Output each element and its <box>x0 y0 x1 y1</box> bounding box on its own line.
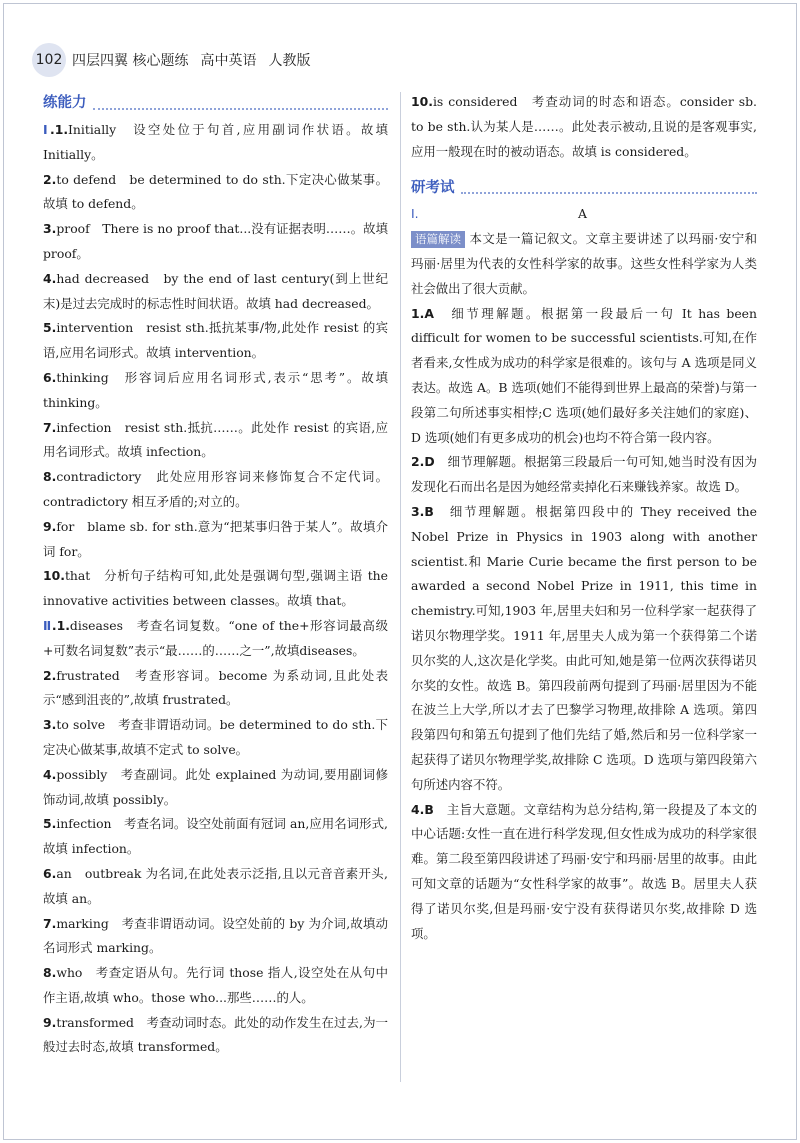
answer-item <box>43 217 388 267</box>
answer-text: 细节理解题。根据第一段最后一句 It has been difficult for women to be successful scientists.可知,在作者看来,女性成为成功的科学家是很难的。该句与 A 选项是同义表达。故选 A。B 选项(她们不能得到世界上最高的荣誉)与第一段第二句所述事实相悖;C 选项(她们最好多关注她们的家庭)、D 选项(她们有更多成功的机会)也均不符合第一段内容。 <box>411 305 757 445</box>
answer-text: Initially 设空处位于句首,应用副词作状语。故填 Initially。 <box>43 122 388 162</box>
answer-item <box>43 763 388 813</box>
answer-number: 1.A <box>411 305 434 321</box>
answer-text: proof There is no proof that...没有证据表明……。故填 proof。 <box>43 221 388 261</box>
answer-item <box>43 465 388 515</box>
answer-number: 5. <box>43 816 57 832</box>
answer-text: possibly 考查副词。此处 explained 为动词,要用副词修饰动词,故填 possibly。 <box>43 766 388 807</box>
part-roman: Ⅰ. <box>411 206 419 222</box>
answer-number: 9. <box>43 518 57 534</box>
answer-number: 3. <box>43 221 57 237</box>
answer-item <box>43 416 388 466</box>
edition-label: 人教版 <box>268 53 311 69</box>
answer-item <box>43 912 388 962</box>
answer-number: Ⅰ.1. <box>43 122 69 137</box>
reading-badge: 语篇解读 <box>411 231 465 248</box>
answer-item <box>43 267 388 317</box>
right-column <box>411 90 757 946</box>
answer-text: diseases 考查名词复数。“one of the+形容词最高级+可数名词复数”表示“最……的……之一”,故填diseases。 <box>43 617 388 658</box>
answer-text: infection 考查名词。设空处前面有冠词 an,应用名词形式,故填 infection。 <box>43 816 388 857</box>
answer-number: 7. <box>43 419 57 435</box>
answer-text: that 分析句子结构可知,此处是强调句型,强调主语 the innovative activities between classes。故填 that。 <box>43 568 388 609</box>
answer-text: who 考查定语从句。先行词 those 指人,设空处在从句中作主语,故填 who。those who...那些……的人。 <box>43 965 388 1005</box>
answer-number: 4.B <box>411 801 434 817</box>
answer-text: transformed 考查动词时态。此处的动作发生在过去,为一般过去时态,故填 transformed。 <box>43 1014 388 1055</box>
answer-item <box>411 302 757 451</box>
answer-text: infection resist sth.抵抗……。此处作 resist 的宾语,应用名词形式。故填 infection。 <box>43 419 388 460</box>
answer-list <box>411 302 757 947</box>
section-title: 练能力 <box>43 95 87 112</box>
answer-number: 5. <box>43 320 57 336</box>
answer-item <box>43 614 388 664</box>
column-divider <box>400 92 401 1082</box>
answer-item <box>43 713 388 763</box>
answer-text: is considered 考查动词的时态和语态。consider sb. to be sth.认为某人是……。此处表示被动,且说的是客观事实,应用一般现在时的被动语态。故填 is considered。 <box>411 94 757 159</box>
answer-text: to defend be determined to do sth.下定决心做某事。故填 to defend。 <box>43 171 388 212</box>
answer-item <box>43 1011 388 1061</box>
answer-number: 4. <box>43 270 57 286</box>
answer-item <box>411 500 757 798</box>
answer-item <box>411 798 757 947</box>
answer-text: an outbreak 为名词,在此处表示泛指,且以元音音素开头,故填 an。 <box>43 865 388 906</box>
answer-item <box>411 450 757 500</box>
answer-number: 9. <box>43 1014 57 1030</box>
answer-number: 6. <box>43 865 57 881</box>
roman-numeral: Ⅰ <box>43 122 50 137</box>
answer-item <box>43 366 388 416</box>
answer-item <box>43 515 388 565</box>
answer-item <box>411 90 757 164</box>
section-heading-practice <box>43 90 388 116</box>
left-column <box>43 90 388 1060</box>
answer-text: 细节理解题。根据第三段最后一句可知,她当时没有因为发现化石而出名是因为她经常卖掉化石来赚钱养家。故选 D。 <box>411 454 757 495</box>
answer-text: contradictory 此处应用形容词来修饰复合不定代词。contradictory 相互矛盾的;对立的。 <box>43 469 388 509</box>
answer-item <box>43 316 388 366</box>
answer-text: 主旨大意题。文章结构为总分结构,第一段提及了本文的中心话题:女性一直在进行科学发现,但女性成为成功的科学家很难。第二段至第四段讲述了玛丽·安宁和玛丽·居里的故事。由此可知文章的话题为“女性科学家的故事”。故选 B。居里夫人获得了诺贝尔奖,但是玛丽·安宁没有获得诺贝尔奖,故排除 D 选项。 <box>411 801 757 941</box>
answer-number: 2. <box>43 171 57 187</box>
answer-item <box>43 664 388 714</box>
answer-item <box>43 118 388 168</box>
answer-text: had decreased by the end of last century(到上世纪末)是过去完成时的标志性时间状语。故填 had decreased。 <box>43 270 388 311</box>
part-heading <box>411 202 757 227</box>
subject-label: 高中英语 <box>200 53 257 69</box>
answer-number: 3. <box>43 717 57 733</box>
answer-text: intervention resist sth.抵抗某事/物,此处作 resist 的宾语,应用名词形式。故填 intervention。 <box>43 320 388 361</box>
reading-summary <box>411 227 757 301</box>
answer-number: 8. <box>43 469 57 485</box>
answer-text: thinking 形容词后应用名词形式,表示“思考”。故填 thinking。 <box>43 369 388 410</box>
dotted-rule <box>93 108 389 110</box>
answer-item <box>43 812 388 862</box>
answer-list <box>43 118 388 1060</box>
answer-number: 8. <box>43 965 57 981</box>
answer-text: marking 考查非谓语动词。设空处前的 by 为介词,故填动名词形式 marking。 <box>43 915 388 956</box>
answer-number: 10. <box>43 568 65 584</box>
page-number: 102 <box>35 52 63 68</box>
section-heading-exam <box>411 174 757 200</box>
answer-text: frustrated 考查形容词。become 为系动词,且此处表示“感到沮丧的”,故填 frustrated。 <box>43 667 388 708</box>
answer-number: 2.D <box>411 454 435 470</box>
answer-item <box>43 862 388 912</box>
series-title: 四层四翼 核心题练 <box>72 53 189 69</box>
part-letter: A <box>578 206 587 222</box>
roman-numeral: Ⅱ <box>43 617 52 633</box>
answer-number: 4. <box>43 766 57 782</box>
answer-text: to solve 考查非谓语动词。be determined to do sth.下定决心做某事,故填不定式 to solve。 <box>43 717 388 757</box>
answer-number: Ⅱ.1. <box>43 617 70 633</box>
page-header <box>32 44 310 76</box>
answer-number: 2. <box>43 667 57 683</box>
dotted-rule <box>461 192 758 194</box>
answer-text: 细节理解题。根据第四段中的 They received the Nobel Prize in Physics in 1903 along with another scientist.和 Marie Curie became the first person to be awarded a second Nobel Prize in 1911, this time in chemistry.可知,1903 年,居里夫妇和另一位科学家一起获得了诺贝尔物理学奖。1911 年,居里夫人成为第一个获得第二个诺贝尔奖的人,这次是化学奖。由此可知,她是第一位两次获得诺贝尔奖的女性。故选 B。第四段前两句提到了玛丽·居里因为不能在波兰上大学,所以才去了巴黎学习物理,故排除 A 选项。第四段第四句和第五句提到了他们先结了婚,然后和另一位科学家一起获得了诺贝尔物理学奖,故排除 C 选项。D 选项与第四段第六句所述内容不符。 <box>411 503 757 792</box>
answer-number: 7. <box>43 915 57 931</box>
answer-item <box>43 961 388 1011</box>
answer-number: 3.B <box>411 503 434 519</box>
answer-text: for blame sb. for sth.意为“把某事归咎于某人”。故填介词 for。 <box>43 518 388 559</box>
answer-number: 6. <box>43 369 57 385</box>
answer-item <box>43 564 388 614</box>
page-number-badge <box>32 43 66 77</box>
reading-text: 本文是一篇记叙文。文章主要讲述了以玛丽·安宁和玛丽·居里为代表的女性科学家的故事。这些女性科学家为人类社会做出了很大贡献。 <box>411 231 757 296</box>
answer-number: 10. <box>411 94 433 109</box>
answer-item <box>43 168 388 218</box>
section-title: 研考试 <box>411 179 455 196</box>
